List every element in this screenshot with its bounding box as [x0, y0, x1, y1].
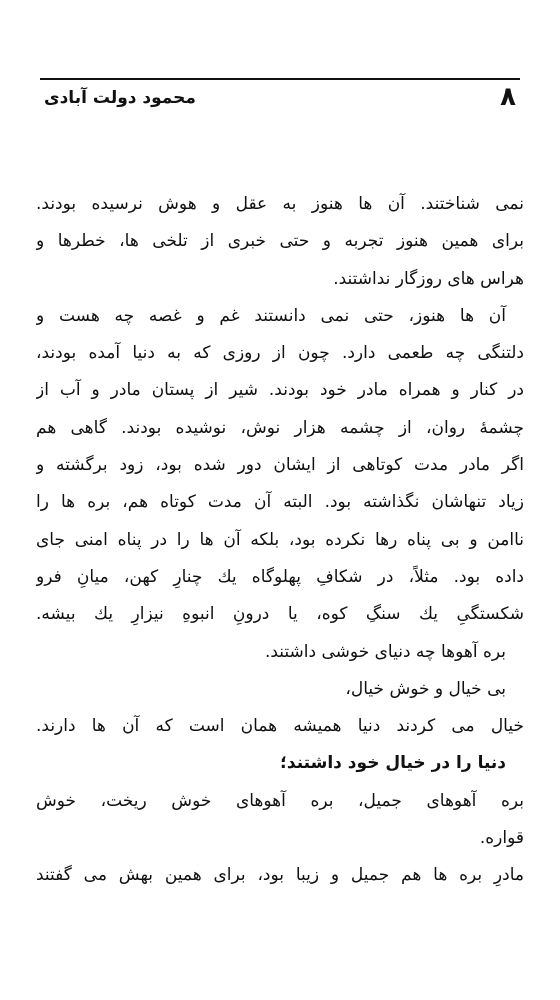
text-line: آن ها هنوز، حتی نمی دانستند غم و غصه چه هست و [36, 305, 506, 326]
text-line: دنیا را در خیال خود داشتند؛ [280, 753, 506, 774]
body-text [36, 186, 524, 895]
text-line: بره آهوهای جمیل، بره آهوهای خوش ریخت، خوش [36, 790, 524, 811]
page-number: ۸ [500, 82, 516, 112]
text-line: زیاد تنهاشان نگذاشته بود. البته آن مدت کوتاه هم، بره ها را [36, 492, 524, 513]
text-line: ناامن و بی پناه رها نکرده بود، بلکه آن ها را در پناه امنی جای [36, 529, 524, 550]
text-line: شکستگیِ یك سنگِ کوه، یا درونِ انبوهِ نیزارِ یك بیشه. [36, 604, 524, 625]
text-line: هراس های روزگار نداشتند. [333, 268, 524, 289]
text-line: چشمهٔ روان، از چشمه هزار نوش، نوشیده بودند. گاهی هم [36, 417, 524, 438]
header-rule [40, 78, 520, 80]
text-line: اگر مادر مدت کوتاهی از ایشان دور شده بود، زود برگشته و [36, 455, 524, 476]
text-line: در کنار و همراه مادر خود بودند. شیر از پستان مادر و آب از [36, 380, 524, 401]
running-head-author: محمود دولت آبادی [44, 88, 196, 108]
text-line: دلتنگی چه طعمی دارد. چون از روزی که به دنیا آمده بودند، [36, 343, 524, 364]
text-line: خیال می کردند دنیا همیشه همان است که آن ها دارند. [36, 716, 524, 737]
page-header [40, 72, 520, 116]
text-line: بی خیال و خوش خیال، [345, 678, 506, 699]
text-line: داده بود. مثلاً، در شکافِ پهلوگاه یك چنارِ کهن، میانِ فرو [36, 566, 524, 587]
text-line: قواره. [479, 828, 524, 849]
text-line: مادرِ بره ها هم جمیل و زیبا بود، برای همین بهش می گفتند [36, 865, 524, 886]
text-line: برای همین هنوز تجربه و حتی خبری از تلخی ها، خطرها و [36, 231, 524, 252]
text-line: بره آهوها چه دنیای خوشی داشتند. [264, 641, 506, 662]
text-line: نمی شناختند. آن ها هنوز به عقل و هوش نرسیده بودند. [36, 194, 524, 214]
